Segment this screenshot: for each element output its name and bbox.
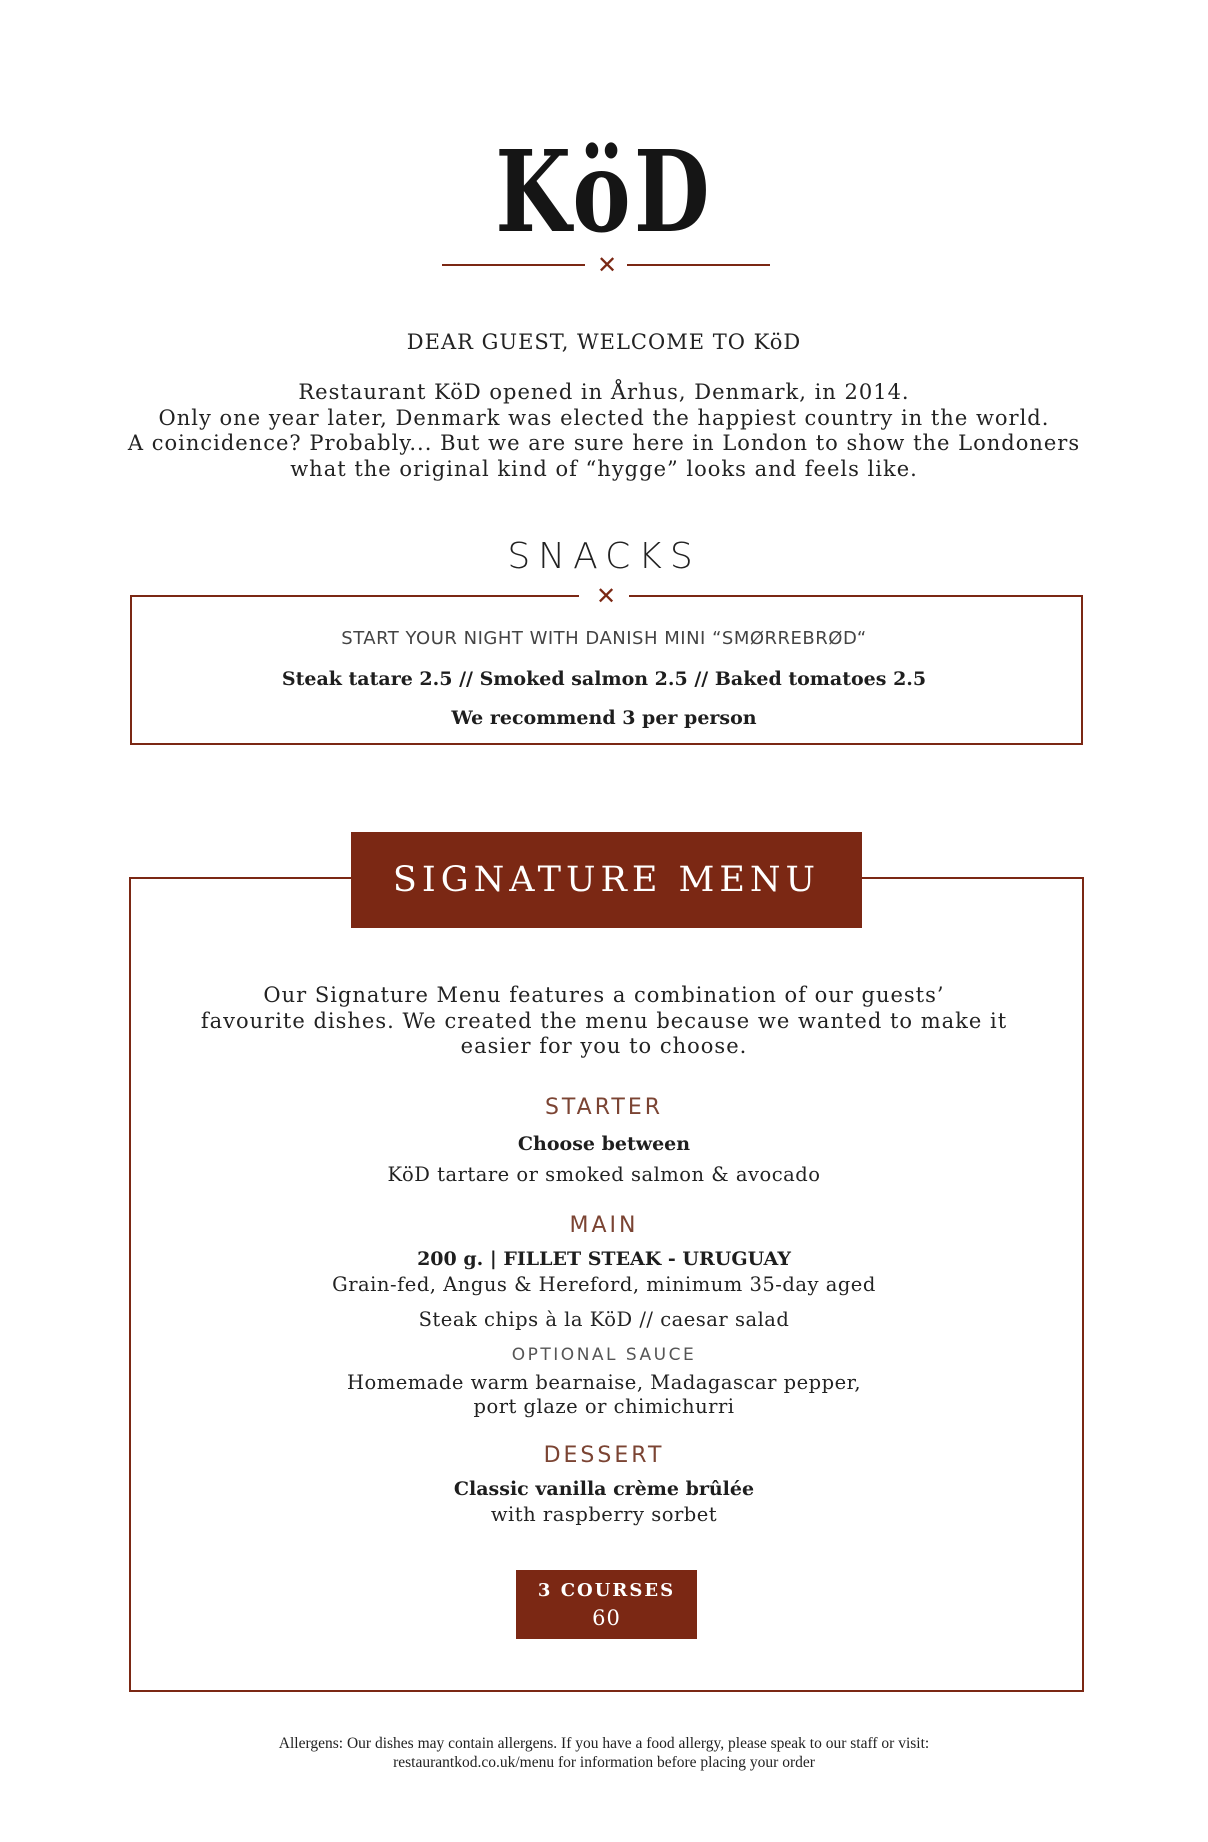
welcome-title: DEAR GUEST, WELCOME TO KöD (406, 330, 802, 354)
dessert-title: DESSERT (543, 1443, 665, 1468)
restaurant-logo: KöD (495, 127, 713, 258)
cross-divider-icon: ✕ (595, 582, 617, 610)
starter-options: KöD tartare or smoked salmon & avocado (387, 1163, 821, 1186)
main-sides: Steak chips à la KöD // caesar salad (418, 1308, 790, 1331)
intro-line: what the original kind of “hygge” looks and feels like. (290, 456, 918, 481)
price-value: 60 (592, 1606, 621, 1630)
intro-line: Restaurant KöD opened in Århus, Denmark, in 2014. (298, 380, 910, 404)
main-detail: Grain-fed, Angus & Hereford, minimum 35-day aged (332, 1273, 876, 1296)
starter-choice: Choose between (517, 1133, 691, 1155)
allergens-note (0, 1734, 1208, 1772)
description-line: favourite dishes. We created the menu because we wanted to make it (200, 1008, 1008, 1033)
logo-divider-left (442, 264, 585, 266)
dessert-side: with raspberry sorbet (490, 1503, 718, 1526)
description-line: easier for you to choose. (460, 1034, 748, 1058)
snacks-subtitle: START YOUR NIGHT WITH DANISH MINI “SMØRREBRØD“ (341, 628, 867, 649)
snacks-recommendation: We recommend 3 per person (451, 707, 757, 729)
signature-description (0, 983, 1208, 1060)
snacks-title: SNACKS (507, 536, 701, 577)
allergens-line: Allergens: Our dishes may contain allergens. If you have a food allergy, please speak to our staff or visit: (278, 1735, 930, 1752)
price-badge (516, 1570, 697, 1639)
optional-sauce-title: OPTIONAL SAUCE (511, 1345, 697, 1365)
intro-line: A coincidence? Probably... But we are sure here in London to show the Londoners (127, 431, 1081, 455)
main-title: MAIN (569, 1213, 639, 1238)
cross-divider-icon: ✕ (596, 251, 618, 279)
welcome-intro (0, 380, 1208, 482)
intro-line: Only one year later, Denmark was elected the happiest country in the world. (158, 405, 1050, 430)
sauce-line: Homemade warm bearnaise, Madagascar pepper, (346, 1371, 862, 1394)
signature-menu-banner: SIGNATURE MENU (351, 832, 862, 928)
snacks-items: Steak tatare 2.5 // Smoked salmon 2.5 // Baked tomatoes 2.5 (281, 668, 927, 690)
sauce-line: port glaze or chimichurri (473, 1395, 735, 1418)
description-line: Our Signature Menu features a combination of our guests’ (263, 983, 945, 1007)
price-label: 3 COURSES (537, 1580, 676, 1601)
main-dish: 200 g. | FILLET STEAK - URUGUAY (417, 1248, 791, 1270)
dessert-dish: Classic vanilla crème brûlée (453, 1478, 755, 1500)
allergens-line: restaurantkod.co.uk/menu for information before placing your order (393, 1754, 815, 1771)
logo-divider-right (627, 264, 770, 266)
starter-title: STARTER (544, 1095, 664, 1120)
